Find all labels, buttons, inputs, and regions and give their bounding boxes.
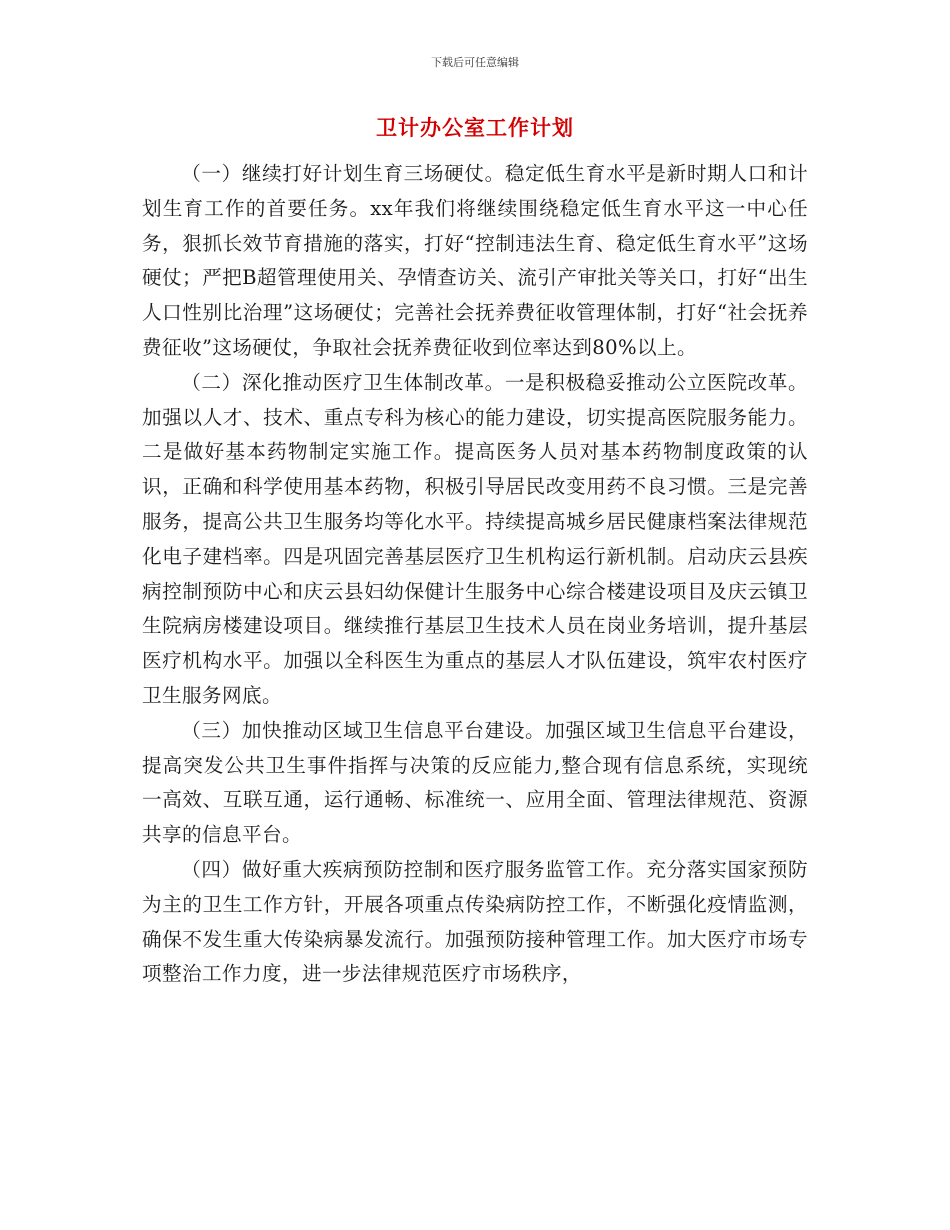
paragraph-2: （二）深化推动医疗卫生体制改革。一是积极稳妥推动公立医院改革。加强以人才、技术、重点专科为核心的能力建设，切实提高医院服务能力。二是做好基本药物制定实施工作。提高医务人员对基本药物制度政策的认识，正确和科学使用基本药物，积极引导居民改变用药不良习惯。三是完善服务，提高公共卫生服务均等化水平。持续提高城乡居民健康档案法律规范化电子建档率。四是巩固完善基层医疗卫生机构运行新机制。启动庆云县疾病控制预防中心和庆云县妇幼保健计生服务中心综合楼建设项目及庆云镇卫生院病房楼建设项目。继续推行基层卫生技术人员在岗业务培训，提升基层医疗机构水平。加强以全科医生为重点的基层人才队伍建设，筑牢农村医疗卫生服务网底。 (142, 370, 808, 707)
document-body (142, 157, 808, 992)
document-title: 卫计办公室工作计划 (376, 116, 574, 140)
paragraph-3: （三）加快推动区域卫生信息平台建设。加强区域卫生信息平台建设，提高突发公共卫生事件指挥与决策的反应能力,整合现有信息系统，实现统一高效、互联互通，运行通畅、标准统一、应用全面、管理法律规范、资源共享的信息平台。 (142, 718, 808, 847)
header-note: 下载后可任意编辑 (431, 56, 519, 69)
paragraph-4: （四）做好重大疾病预防控制和医疗服务监管工作。充分落实国家预防为主的卫生工作方针，开展各项重点传染病防控工作，不断强化疫情监测，确保不发生重大传染病暴发流行。加强预防接种管理工作。加大医疗市场专项整治工作力度，进一步法律规范医疗市场秩序， (142, 857, 808, 986)
paragraph-1: （一）继续打好计划生育三场硬仗。稳定低生育水平是新时期人口和计划生育工作的首要任务。xx年我们将继续围绕稳定低生育水平这一中心任务，狠抓长效节育措施的落实，打好“控制违法生育、稳定低生育水平”这场硬仗；严把B超管理使用关、孕情查访关、流引产审批关等关口，打好“出生人口性别比治理”这场硬仗；完善社会抚养费征收管理体制，打好“社会抚养费征收”这场硬仗，争取社会抚养费征收到位率达到80%以上。 (142, 162, 808, 359)
